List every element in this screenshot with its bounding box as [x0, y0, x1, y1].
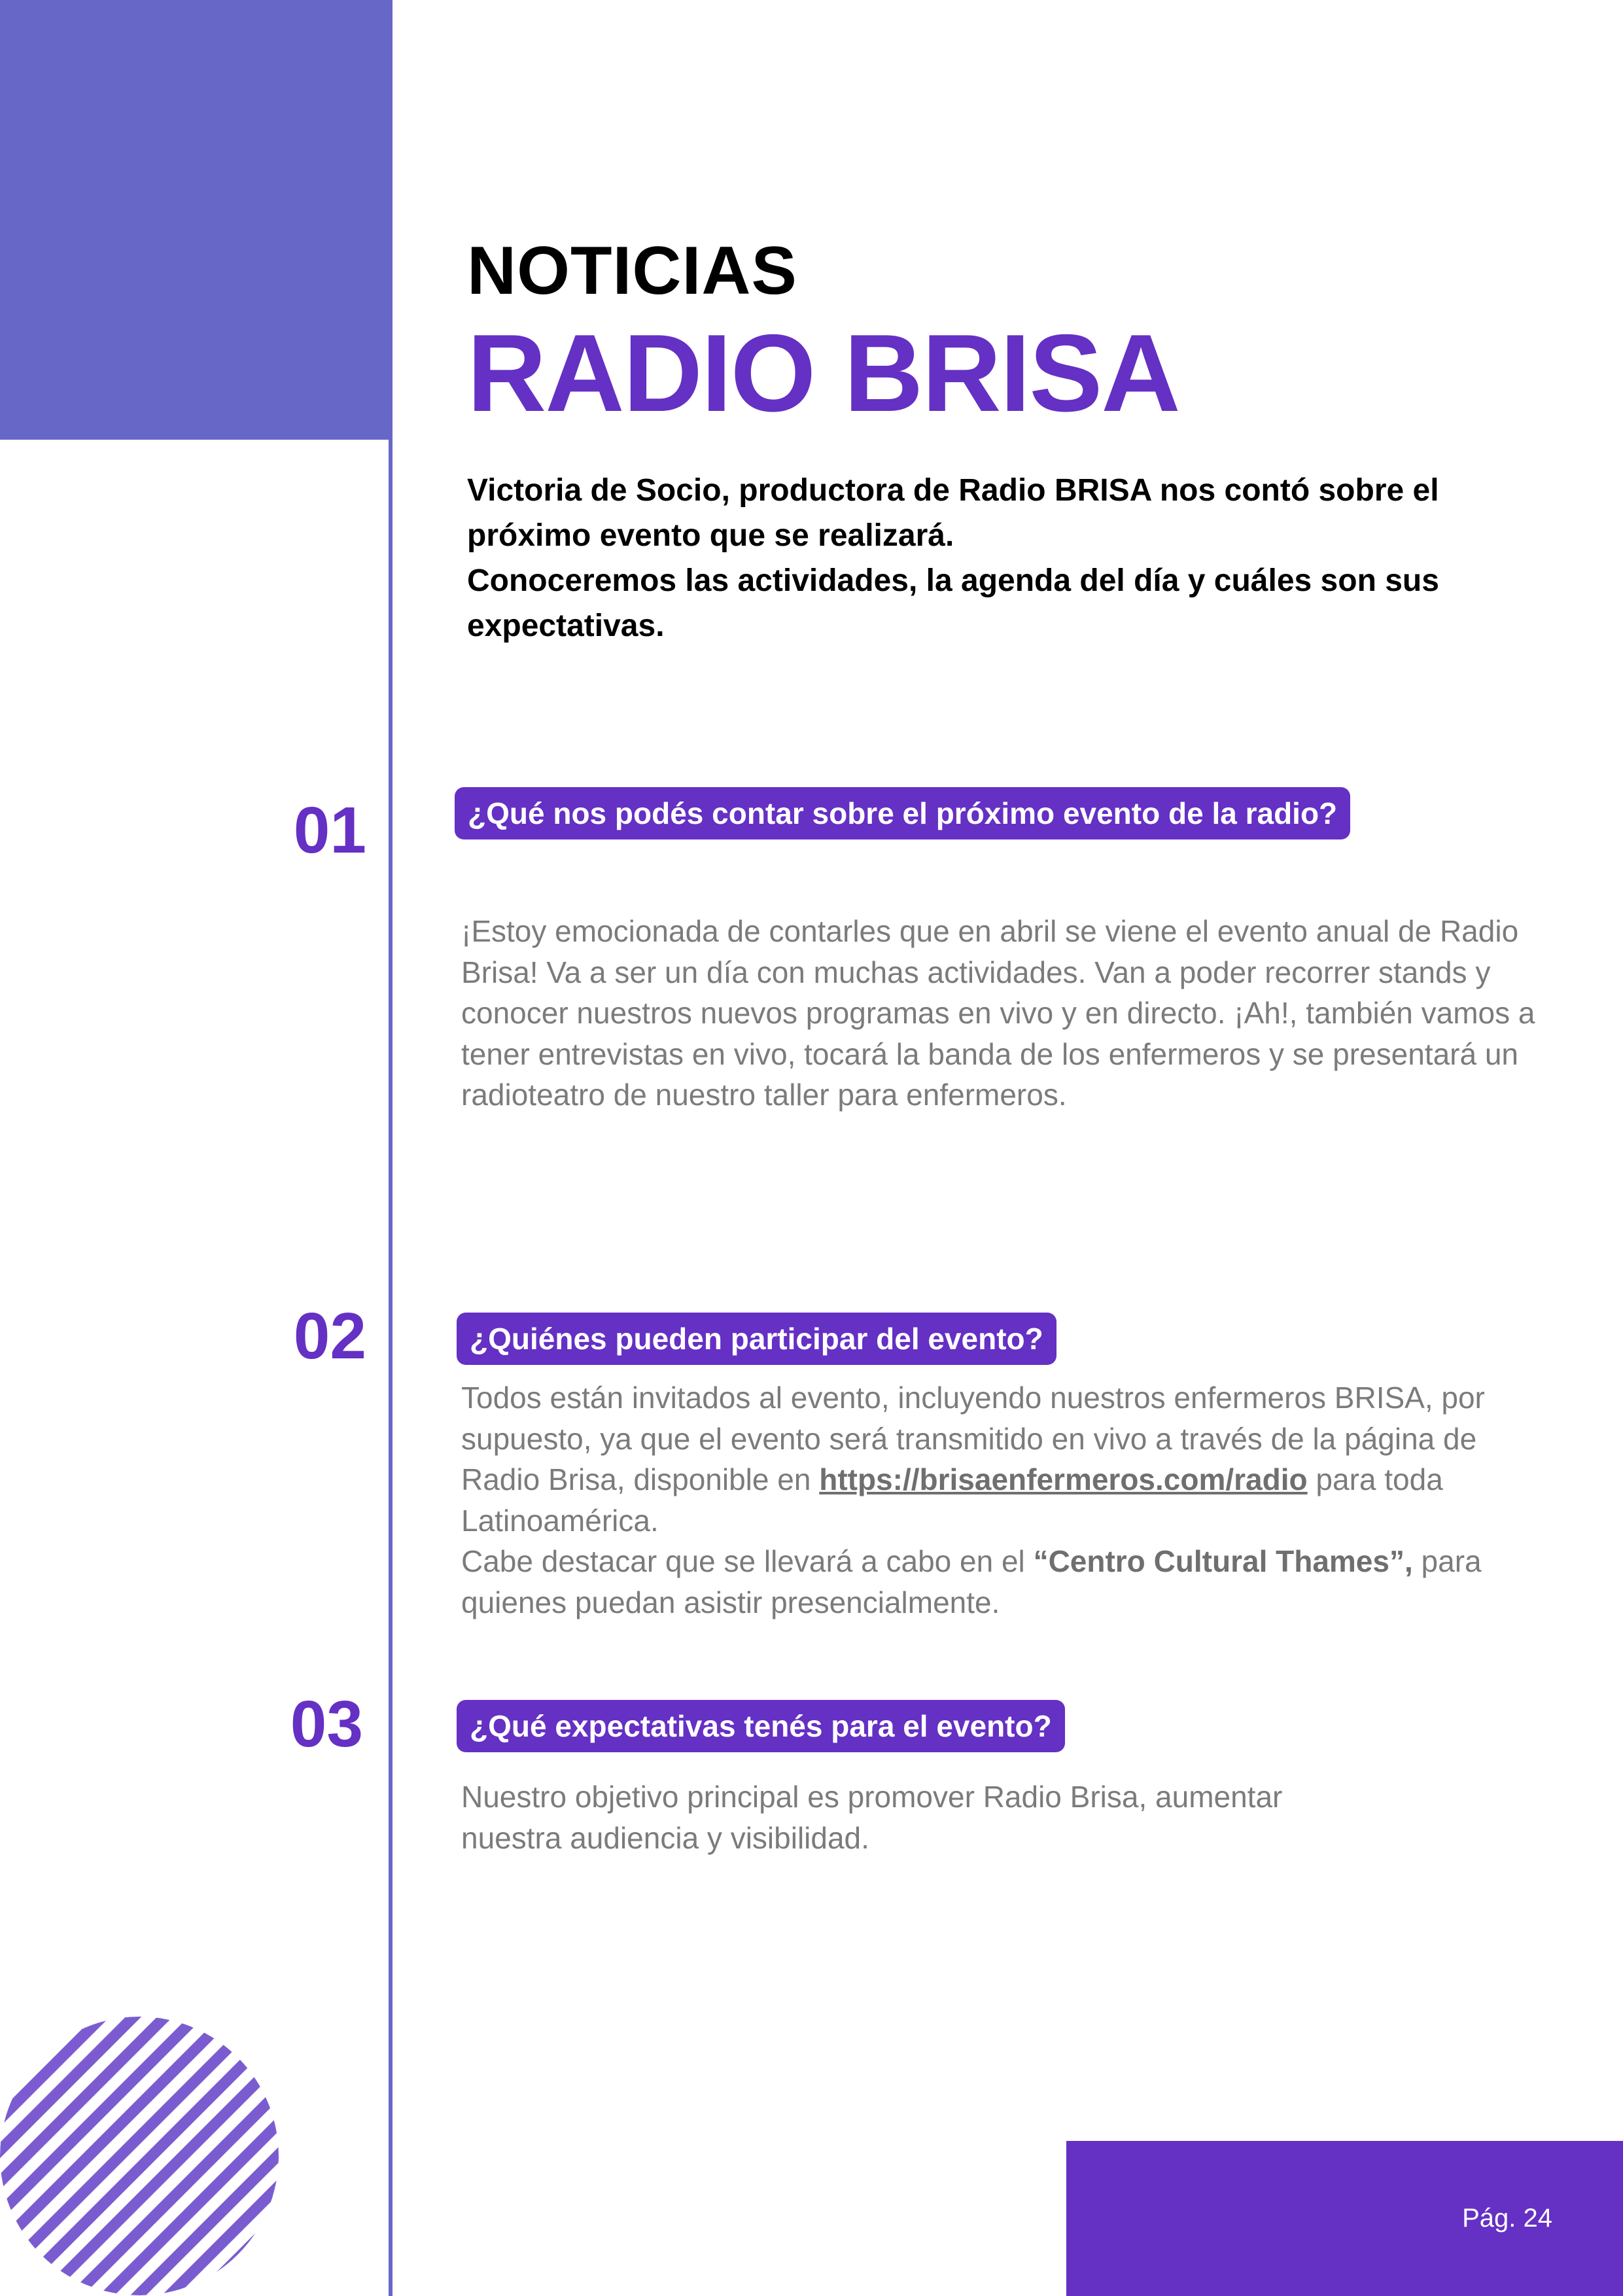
striped-circle-decoration: [0, 2017, 279, 2296]
footer-block: [1066, 2141, 1623, 2296]
corner-color-block: [0, 0, 393, 440]
answer-01-text: ¡Estoy emocionada de contarles que en abril se viene el evento anual de Radio Brisa! Va a ser un día con muchas actividades. Van a poder recorrer stands y conocer nuestros nuevos programas en vivo y en directo. ¡Ah!, también vamos a tener entrevistas en vivo, tocará la banda de los enfermeros y se presentará un radioteatro de nuestro taller para enfermeros.: [461, 914, 1535, 1112]
answer-02-part-3: Cabe destacar que se llevará a cabo en el: [461, 1544, 1034, 1578]
answer-02-part-1: Todos están invitados al evento, incluyendo nuestros enfermeros BRISA, por supuesto, ya que el evento será transmitido en vivo a través de la página de Radio Brisa, disponible en: [461, 1381, 1485, 1496]
answer-03: [461, 1776, 1377, 1858]
answer-02-part-4: para quienes puedan asistir presencialmente.: [461, 1544, 1482, 1619]
answer-01: [461, 911, 1560, 1116]
question-number-01: 01: [293, 794, 366, 867]
question-pill-01: ¿Qué nos podés contar sobre el próximo evento de la radio?: [455, 787, 1350, 839]
vertical-divider: [389, 440, 393, 2296]
answer-02-part-2: para toda Latinoamérica.: [461, 1462, 1443, 1538]
lead-line-2: Conoceremos las actividades, la agenda del día y cuáles son sus expectativas.: [467, 563, 1439, 643]
radio-link[interactable]: https://brisaenfermeros.com/radio: [819, 1462, 1308, 1496]
page-number: Pág. 24: [1462, 2204, 1552, 2233]
section-kicker: NOTICIAS: [467, 233, 797, 309]
answer-02: [461, 1377, 1560, 1623]
question-number-02: 02: [293, 1299, 366, 1373]
question-pill-03: ¿Qué expectativas tenés para el evento?: [457, 1700, 1065, 1752]
page-title: RADIO BRISA: [467, 311, 1179, 434]
lead-paragraph: [467, 468, 1540, 648]
question-pill-02: ¿Quiénes pueden participar del evento?: [457, 1313, 1056, 1365]
lead-line-1: Victoria de Socio, productora de Radio BRISA nos contó sobre el próximo evento que se realizará.: [467, 473, 1439, 553]
question-number-03: 03: [290, 1687, 363, 1761]
answer-03-text: Nuestro objetivo principal es promover Radio Brisa, aumentar nuestra audiencia y visibilidad.: [461, 1780, 1283, 1855]
venue-name: “Centro Cultural Thames”,: [1033, 1544, 1413, 1578]
